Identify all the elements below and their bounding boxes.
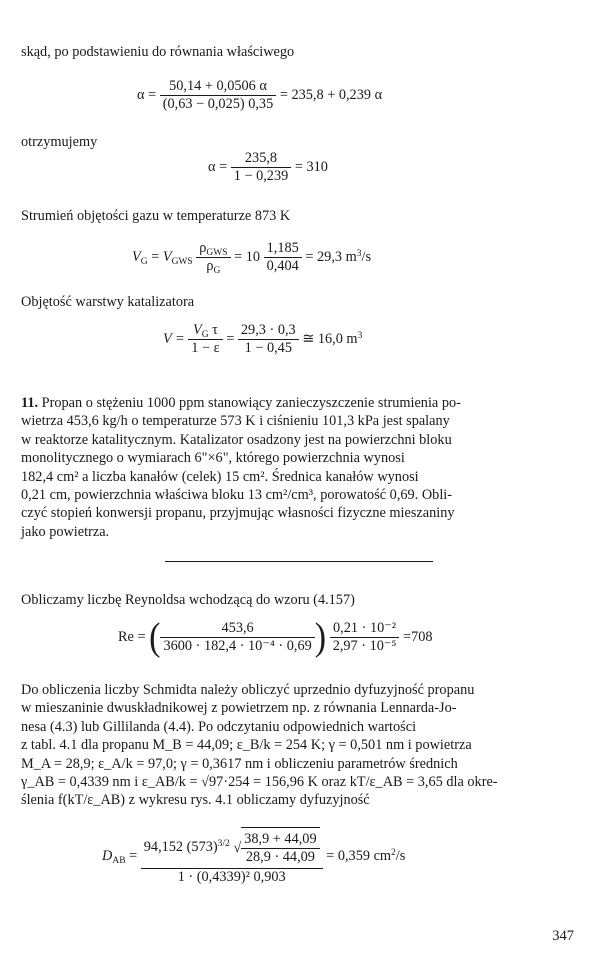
eq4-rhs-sup: 3 xyxy=(357,330,363,341)
eq1-denominator: (0,63 − 0,025) 0,35 xyxy=(162,96,274,112)
eq3-vg: V xyxy=(132,248,141,265)
solution-line: Do obliczenia liczby Schmidta należy obliczyć uprzednio dyfuzyjność propanu xyxy=(21,682,475,698)
equation-reynolds xyxy=(118,615,433,659)
eq3-rho-num-sub: GWS xyxy=(206,248,228,258)
eq4-fraction-symbolic xyxy=(188,322,222,357)
paragraph-skad: skąd, po podstawieniu do równania właściwego xyxy=(21,44,295,60)
problem-11 xyxy=(21,394,579,541)
eq3-rhs-end: /s xyxy=(361,248,372,265)
eq3-rho-den: ρ xyxy=(206,258,214,274)
eq5-den: 3600 · 182,4 · 10⁻⁴ · 0,69 xyxy=(163,638,312,654)
eq5-num2: 0,21 · 10⁻² xyxy=(330,620,400,638)
eq4-den2: 1 − 0,45 xyxy=(244,340,292,356)
problem-line: monolitycznego o wymiarach 6"×6", którego powierzchnia wynosi xyxy=(21,450,405,467)
problem-line: czyć stopień konwersji propanu, przyjmując własności fizyczne mieszaniny xyxy=(21,505,455,522)
eq6-equals: = xyxy=(129,847,138,864)
eq6-rhs-sup: 2 xyxy=(391,847,396,858)
eq5-den2: 2,97 · 10⁻⁵ xyxy=(332,638,397,654)
eq2-rhs: = 310 xyxy=(294,158,328,175)
eq4-lhs: V = xyxy=(163,330,185,347)
eq3-num2: 1,185 xyxy=(264,240,302,258)
solution-line: z tabl. 4.1 dla propanu M_B = 44,09; ε_B/k = 254 K; γ = 0,501 nm i powietrza xyxy=(21,737,472,754)
eq1-numerator: 50,14 + 0,0506 α xyxy=(160,78,277,96)
eq3-vgws-sub: GWS xyxy=(171,256,193,267)
eq5-fraction-2 xyxy=(330,620,400,655)
eq6-fraction xyxy=(141,827,323,886)
paragraph-objetosc: Objętość warstwy katalizatora xyxy=(21,294,195,310)
sqrt-symbol: √ $\frac{38,9 + 44,09}{28,9 \cdot 44,09}$ xyxy=(233,827,319,868)
eq4-num2: 29,3 · 0,3 xyxy=(238,322,299,340)
problem-line: Propan o stężeniu 1000 ppm stanowiący zanieczyszczenie strumienia po- xyxy=(41,395,461,411)
problem-number: 11. xyxy=(21,395,39,411)
right-paren: ) xyxy=(314,615,327,659)
eq2-denominator: 1 − 0,239 xyxy=(233,168,289,184)
paragraph-reynolds: Obliczamy liczbę Reynoldsa wchodzącą do wzoru (4.157) xyxy=(21,592,355,608)
eq6-sqrt-den: 28,9 · 44,09 xyxy=(245,849,315,866)
eq3-fraction-values xyxy=(264,240,302,275)
section-divider xyxy=(165,561,433,562)
solution-line: ślenia f(kT/ε_AB) z wykresu rys. 4.1 obliczamy dyfuzyjność xyxy=(21,792,370,809)
problem-line: wietrza 453,6 kg/h o temperaturze 573 K i ciśnieniu 101,3 kPa jest spalany xyxy=(21,413,450,430)
eq6-num-a: 94,152 (573) xyxy=(143,839,218,855)
problem-line: jako powietrza. xyxy=(21,523,110,540)
eq4-num: V xyxy=(193,322,202,338)
problem-line: 0,21 cm, powierzchnia właściwa bloku 13 cm²/cm³, porowatość 0,69. Obli- xyxy=(21,487,453,504)
equation-alpha-1 xyxy=(137,78,382,113)
eq3-fraction-density xyxy=(196,240,230,275)
eq1-lhs: α = xyxy=(137,86,157,103)
eq2-lhs: α = xyxy=(208,158,228,175)
eq3-rho-num: ρ xyxy=(199,240,207,256)
solution-line: M_A = 28,9; ε_A/k = 97,0; γ = 0,3617 nm i obliczeniu parametrów średnich xyxy=(21,755,458,772)
eq1-fraction xyxy=(160,78,277,113)
eq3-rhs: = 29,3 m xyxy=(305,248,357,265)
eq4-num-sub: G xyxy=(201,330,209,340)
solution-line: γ_AB = 0,4339 nm i ε_AB/k = √97·254 = 156,96 K oraz kT/ε_AB = 3,65 dla okre- xyxy=(21,774,498,791)
equation-volume-flow xyxy=(132,240,371,275)
eq4-fraction-values xyxy=(238,322,299,357)
paragraph-strumien: Strumień objętości gazu w temperaturze 873 K xyxy=(21,208,291,224)
eq2-numerator: 235,8 xyxy=(231,150,292,168)
eq6-rhs: = 0,359 cm xyxy=(326,847,392,864)
eq5-rhs: =708 xyxy=(403,628,433,645)
eq3-equals: = xyxy=(151,248,160,265)
paragraph-otrzymujemy: otrzymujemy xyxy=(21,134,98,150)
left-paren: ( xyxy=(149,615,161,659)
solution-line: nesa (4.3) lub Gillilanda (4.4). Po odczytaniu odpowiednich wartości xyxy=(21,718,417,735)
equation-diffusivity xyxy=(102,827,405,886)
eq6-sqrt-num: 38,9 + 44,09 xyxy=(241,831,319,849)
eq4-tau: τ xyxy=(208,322,218,338)
eq6-lhs: D xyxy=(102,847,113,864)
eq3-mid: = 10 xyxy=(234,248,261,265)
eq3-vg-sub: G xyxy=(140,256,148,267)
problem-line: 182,4 cm² a liczba kanałów (celek) 15 cm². Średnica kanałów wynosi xyxy=(21,468,419,485)
problem-line: w reaktorze katalitycznym. Katalizator osadzony jest na powierzchni bloku xyxy=(21,431,452,448)
eq6-den: 1 · (0,4339)² 0,903 xyxy=(177,869,286,886)
eq6-rhs-end: /s xyxy=(395,847,406,864)
eq3-rhs-sup: 3 xyxy=(356,248,362,259)
eq1-rhs: = 235,8 + 0,239 α xyxy=(279,86,383,103)
eq6-lhs-sub: AB xyxy=(112,855,126,866)
eq4-mid: = xyxy=(226,330,235,347)
eq4-rhs: ≅ 16,0 m xyxy=(302,330,358,347)
eq6-sqrt-fraction xyxy=(241,831,319,866)
eq3-rho-den-sub: G xyxy=(213,266,221,276)
eq4-den: 1 − ε xyxy=(191,340,220,356)
eq3-den2: 0,404 xyxy=(266,258,299,274)
solution-paragraph xyxy=(21,681,579,810)
eq5-num: 453,6 xyxy=(160,620,314,638)
solution-line: w mieszaninie dwuskładnikowej z powietrzem np. z równania Lennarda-Jo- xyxy=(21,700,457,717)
page-number: 347 xyxy=(552,928,574,944)
eq3-vgws: V xyxy=(162,248,172,265)
eq2-fraction xyxy=(231,150,292,185)
eq6-num-sup: 3/2 xyxy=(217,839,230,849)
eq5-fraction-1 xyxy=(160,620,314,655)
equation-catalyst-volume xyxy=(163,322,362,357)
eq5-lhs: Re = xyxy=(118,628,146,645)
equation-alpha-2 xyxy=(208,150,328,185)
